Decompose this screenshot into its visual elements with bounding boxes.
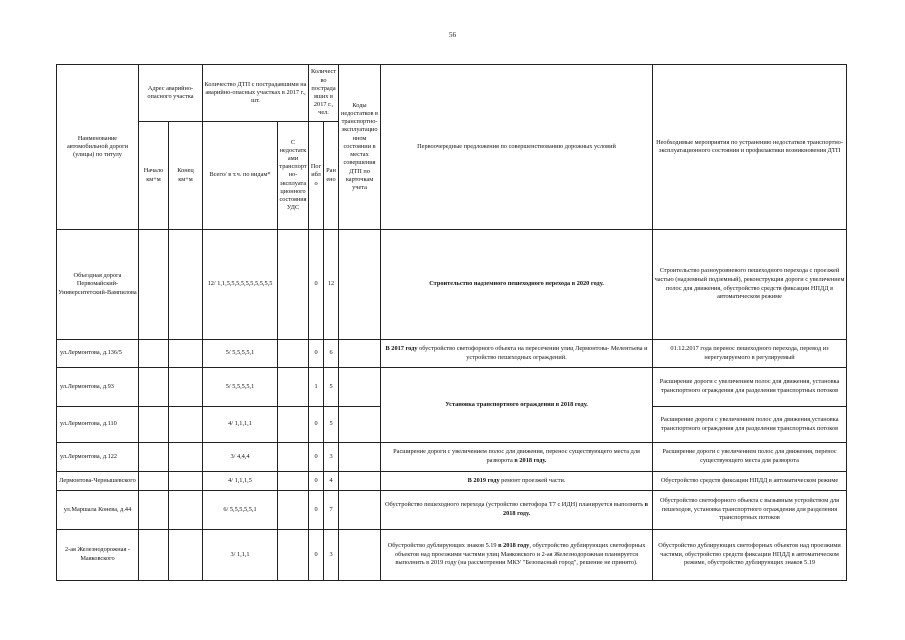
deficiency-cell bbox=[278, 472, 309, 491]
page-number: 56 bbox=[449, 31, 456, 39]
measure-cell: Расширение дороги с увеличением полос для движения,установка транспортного ограждения для разделения транспортных потоков bbox=[653, 407, 847, 443]
road-name-cell: ул.Маршала Конева, д.44 bbox=[57, 491, 139, 530]
codes-cell bbox=[339, 530, 381, 581]
deficiency-cell bbox=[278, 340, 309, 368]
header-victims-group: Количество пострадавших в 2017 г., чел. bbox=[309, 65, 339, 122]
injured-cell: 6 bbox=[324, 340, 339, 368]
measure-cell: Обустройство светофорного объекта с вызывным устройством для пешеходов, установка транспортного ограждения для разделения транспортных потоков bbox=[653, 491, 847, 530]
codes-cell bbox=[339, 368, 381, 407]
start-cell bbox=[139, 368, 169, 407]
road-name-cell: ул.Лермонтова, д.122 bbox=[57, 443, 139, 472]
table-row bbox=[57, 530, 847, 581]
end-cell bbox=[169, 443, 203, 472]
measure-cell: 01.12.2017 года перенос пешеходного перехода, перевод из нерегулируемого в регулируемый bbox=[653, 340, 847, 368]
injured-cell: 3 bbox=[324, 530, 339, 581]
header-measures: Необходимые мероприятия по устранению недостатков транспортно-эксплуатационного состояния и профилактики возникновения ДТП bbox=[653, 65, 847, 230]
header-proposals: Первоочередные предложения по совершенствованию дорожных условий bbox=[381, 65, 653, 230]
header-start: Начало км+м bbox=[139, 122, 169, 230]
total-cell: 4/ 1,1,1,5 bbox=[203, 472, 278, 491]
start-cell bbox=[139, 472, 169, 491]
total-cell: 4/ 1,1,1,1 bbox=[203, 407, 278, 443]
injured-cell: 5 bbox=[324, 368, 339, 407]
measure-cell: Обустройство средств фиксации НПДД в автоматическом режиме bbox=[653, 472, 847, 491]
codes-cell bbox=[339, 407, 381, 443]
merged-proposal-cell: Установка транспортного ограждения в 2018 году. bbox=[381, 368, 653, 443]
killed-cell: 1 bbox=[309, 368, 324, 407]
proposal-cell: Расширение дороги с увеличением полос для движения, перенос существующего места для разворота в 2018 году. bbox=[381, 443, 653, 472]
end-cell bbox=[169, 407, 203, 443]
header-accident-count-group: Количество ДТП с пострадавшими на аварийно-опасных участках в 2017 г., шт. bbox=[203, 65, 309, 122]
injured-cell: 4 bbox=[324, 472, 339, 491]
killed-cell: 0 bbox=[309, 491, 324, 530]
road-name-cell: ул.Лермонтова, д.136/5 bbox=[57, 340, 139, 368]
killed-cell: 0 bbox=[309, 530, 324, 581]
killed-cell: 0 bbox=[309, 472, 324, 491]
end-cell bbox=[169, 491, 203, 530]
road-name-cell: Объездная дорога Первомайский-Университетский-Вампилова bbox=[57, 230, 139, 340]
codes-cell bbox=[339, 472, 381, 491]
killed-cell: 0 bbox=[309, 340, 324, 368]
killed-cell: 0 bbox=[309, 443, 324, 472]
total-cell: 6/ 5,5,5,5,5,1 bbox=[203, 491, 278, 530]
table-row bbox=[57, 230, 847, 340]
deficiency-cell bbox=[278, 530, 309, 581]
road-name-cell: ул.Лермонтова, д.110 bbox=[57, 407, 139, 443]
table-row bbox=[57, 368, 847, 407]
proposal-cell: Обустройство пешеходного перехода (устройство светофора Т7 с ИДН) планируется выполнить в 2018 году. bbox=[381, 491, 653, 530]
total-cell: 12/ 1,1,5,5,5,5,5,5,5,5,5,5 bbox=[203, 230, 278, 340]
road-name-cell: ул.Лермонтова, д.93 bbox=[57, 368, 139, 407]
start-cell bbox=[139, 230, 169, 340]
header-end: Конец км+м bbox=[169, 122, 203, 230]
injured-cell: 7 bbox=[324, 491, 339, 530]
codes-cell bbox=[339, 443, 381, 472]
end-cell bbox=[169, 530, 203, 581]
codes-cell bbox=[339, 491, 381, 530]
end-cell bbox=[169, 230, 203, 340]
injured-cell: 3 bbox=[324, 443, 339, 472]
end-cell bbox=[169, 472, 203, 491]
codes-cell bbox=[339, 340, 381, 368]
start-cell bbox=[139, 407, 169, 443]
proposal-cell: В 2017 году обустройство светофорного объекта на пересечении улиц Лермонтова- Мелентьева и устройство пешеходных ограждений. bbox=[381, 340, 653, 368]
table-row bbox=[57, 340, 847, 368]
measure-cell: Обустройство дублирующих светофорных объектов над проезжими частями, обустройство средств фиксации НПДД в автоматическом режиме, обустройство дублирующих знаков 5.19 bbox=[653, 530, 847, 581]
deficiency-cell bbox=[278, 230, 309, 340]
header-road-name: Наименование автомобильной дороги (улицы) по титулу bbox=[57, 65, 139, 230]
start-cell bbox=[139, 340, 169, 368]
proposal-cell: В 2019 году ремонт проезжей части. bbox=[381, 472, 653, 491]
deficiency-cell bbox=[278, 407, 309, 443]
total-cell: 5/ 5,5,5,5,1 bbox=[203, 368, 278, 407]
end-cell bbox=[169, 368, 203, 407]
start-cell bbox=[139, 530, 169, 581]
road-name-cell: Лермонтова-Чернышевского bbox=[57, 472, 139, 491]
header-total: Всего/ в т.ч. по видам* bbox=[203, 122, 278, 230]
header-with-deficiencies: С недостатками транспортно-эксплуатационного состояния УДС bbox=[278, 122, 309, 230]
accident-hotspots-table bbox=[56, 64, 847, 581]
measure-cell: Строительство разноуровневого пешеходного перехода с проезжей частью (надземный подземный), реконструкция дороги с увеличением полос для движения, обустройство средств фиксации НПДД в автоматическом режиме bbox=[653, 230, 847, 340]
proposal-cell: Строительство надземного пешеходного перехода в 2020 году. bbox=[381, 230, 653, 340]
deficiency-cell bbox=[278, 368, 309, 407]
header-injured: Ранено bbox=[324, 122, 339, 230]
header-killed: Погибло bbox=[309, 122, 324, 230]
start-cell bbox=[139, 443, 169, 472]
injured-cell: 5 bbox=[324, 407, 339, 443]
table-row bbox=[57, 443, 847, 472]
deficiency-cell bbox=[278, 443, 309, 472]
killed-cell: 0 bbox=[309, 230, 324, 340]
measure-cell: Расширение дороги с увеличением полос для движения, перенос существующего места для разворота bbox=[653, 443, 847, 472]
proposal-cell: Обустройство дублирующих знаков 5.19 в 2018 году, обустройство дублирующих светофорных объектов над проезжими частями улиц Маяковского и 2-ая Железнодорожная планируется выполнить в 2019 году (на рассмотрении МКУ "Безопасный город", решение не принято). bbox=[381, 530, 653, 581]
end-cell bbox=[169, 340, 203, 368]
table-row bbox=[57, 491, 847, 530]
total-cell: 3/ 1,1,1 bbox=[203, 530, 278, 581]
total-cell: 5/ 5,5,5,5,1 bbox=[203, 340, 278, 368]
road-name-cell: 2-ая Железнодорожная - Маяковского bbox=[57, 530, 139, 581]
total-cell: 3/ 4,4,4 bbox=[203, 443, 278, 472]
measure-cell: Расширение дороги с увеличением полос для движения, установка транспортного ограждения для разделения транспортных потоков bbox=[653, 368, 847, 407]
deficiency-cell bbox=[278, 491, 309, 530]
killed-cell: 0 bbox=[309, 407, 324, 443]
start-cell bbox=[139, 491, 169, 530]
header-address-group: Адрес аварийно-опасного участка bbox=[139, 65, 203, 122]
injured-cell: 12 bbox=[324, 230, 339, 340]
header-deficiency-codes: Коды недостатков в транспортно-эксплуатационном состоянии в местах совершения ДТП по карточкам учета bbox=[339, 65, 381, 230]
table-row bbox=[57, 472, 847, 491]
codes-cell bbox=[339, 230, 381, 340]
